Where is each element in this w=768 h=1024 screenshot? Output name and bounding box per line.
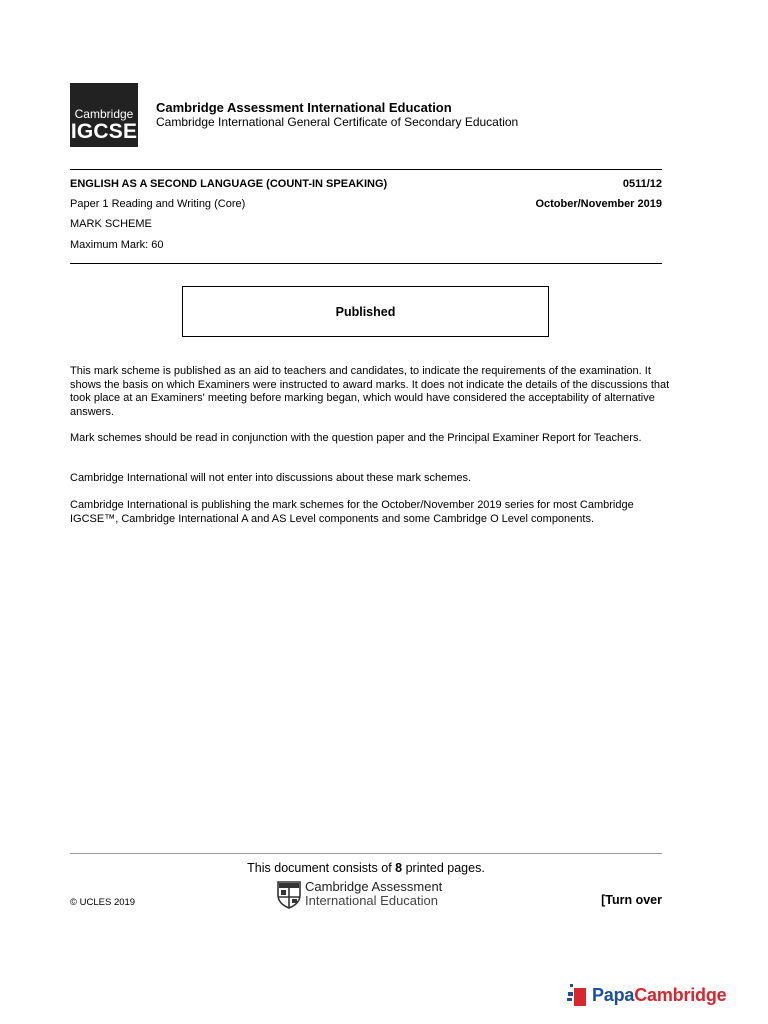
- footer-rule: [70, 853, 662, 854]
- intro-paragraph: [70, 499, 670, 526]
- shield-crest-icon: [277, 881, 301, 909]
- turn-over-label: [Turn over: [601, 893, 662, 907]
- org-subtitle: Cambridge International General Certificate of Secondary Education: [156, 115, 519, 129]
- cam-logo-line1: Cambridge Assessment: [305, 879, 443, 894]
- exam-session: October/November 2019: [535, 198, 662, 210]
- intro-paragraph: [70, 472, 670, 486]
- document-type: MARK SCHEME: [70, 218, 152, 230]
- intro-paragraph: [70, 432, 670, 446]
- published-box: [182, 286, 549, 337]
- watermark-cambridge: Cambridge: [634, 984, 727, 1005]
- paragraph-1: This mark scheme is published as an aid to teachers and candidates, to indicate the requirements of the examination. It shows the basis on which Examiners were instructed to award marks. It does not indicate the details of the discussions that took place at an Examiners' meeting before marking began, which would have considered the acceptability of alternative answers.: [70, 365, 670, 418]
- syllabus-code: 0511/12: [622, 178, 662, 190]
- page-count-prefix: This document consists of: [247, 861, 396, 875]
- watermark-papa: Papa: [592, 984, 635, 1005]
- cam-logo-line2: International Education: [305, 893, 438, 908]
- subject-title: ENGLISH AS A SECOND LANGUAGE (COUNT-IN SPEAKING): [70, 178, 388, 190]
- watermark-text: [592, 985, 726, 1006]
- paragraph-3: Cambridge International will not enter into discussions about these mark schemes.: [70, 472, 472, 484]
- cambridge-igcse-logo: [70, 83, 138, 147]
- org-title: Cambridge Assessment International Education: [156, 100, 452, 115]
- book-flag-icon: [566, 982, 588, 1008]
- logo-small-text: Cambridge: [74, 107, 134, 121]
- page-count-suffix: printed pages.: [402, 861, 485, 875]
- page-count-statement: [0, 861, 732, 875]
- header-rule-bottom: [70, 263, 662, 264]
- paragraph-2: Mark schemes should be read in conjunction with the question paper and the Principal Examiner Report for Teachers.: [70, 432, 642, 444]
- header-rule-top: [70, 169, 662, 170]
- page-count: 8: [395, 861, 403, 875]
- intro-paragraph: [70, 365, 670, 419]
- paragraph-4: Cambridge International is publishing the mark schemes for the October/November 2019 series for most Cambridge IGCSE™, Cambridge International A and AS Level components and some Cambridge O Level components.: [70, 499, 634, 525]
- maximum-mark: Maximum Mark: 60: [70, 239, 164, 251]
- copyright-notice: © UCLES 2019: [70, 897, 136, 908]
- papacambridge-watermark: [566, 982, 726, 1008]
- paper-title: Paper 1 Reading and Writing (Core): [70, 198, 246, 210]
- published-label: Published: [335, 304, 396, 319]
- logo-big-text: IGCSE: [70, 120, 138, 143]
